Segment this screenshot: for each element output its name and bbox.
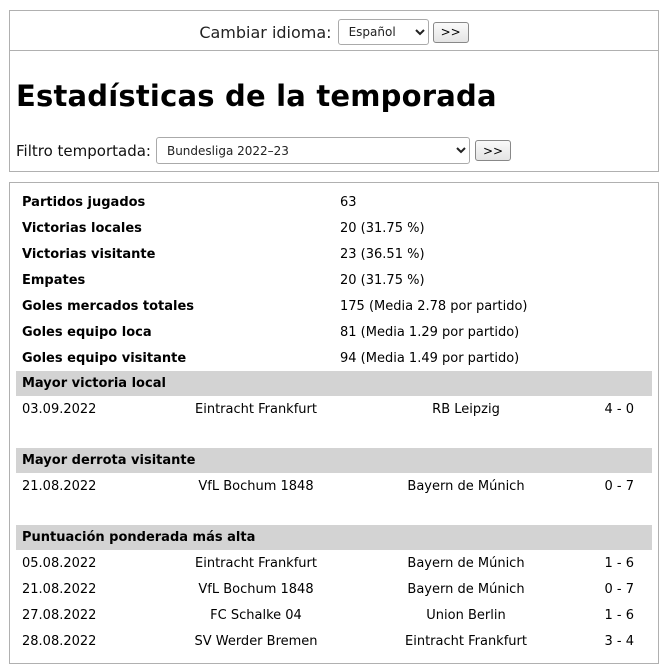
stat-label: Goles mercados totales <box>22 298 195 314</box>
language-label: Cambiar idioma: <box>199 22 332 42</box>
match-date: 21.08.2022 <box>22 581 97 597</box>
match-row <box>16 602 652 628</box>
match-table <box>16 371 652 654</box>
match-row <box>16 473 652 499</box>
match-score: 3 - 4 <box>604 633 634 649</box>
season-filter-label: Filtro temportada: <box>16 141 151 160</box>
match-date: 28.08.2022 <box>22 633 97 649</box>
section-title: Puntuación ponderada más alta <box>16 525 652 550</box>
section-title: Mayor derrota visitante <box>16 448 652 473</box>
match-away-team: RB Leipzig <box>432 401 500 417</box>
season-panel <box>9 50 659 172</box>
stat-value: 23 (36.51 %) <box>340 246 425 262</box>
stat-row <box>16 319 652 345</box>
stat-row <box>16 293 652 319</box>
season-select[interactable] <box>156 137 470 164</box>
stat-value: 63 <box>340 194 357 210</box>
match-home-team: VfL Bochum 1848 <box>198 478 314 494</box>
stat-label: Victorias locales <box>22 220 142 236</box>
season-submit-button[interactable]: >> <box>475 140 511 161</box>
section-title: Mayor victoria local <box>16 371 652 396</box>
match-date: 27.08.2022 <box>22 607 97 623</box>
page-title: Estadísticas de la temporada <box>16 79 497 113</box>
section-header <box>16 448 652 473</box>
match-home-team: FC Schalke 04 <box>210 607 302 623</box>
match-score: 4 - 0 <box>604 401 634 417</box>
section-header <box>16 371 652 396</box>
match-date: 03.09.2022 <box>22 401 97 417</box>
stat-value: 94 (Media 1.49 por partido) <box>340 350 520 366</box>
match-row <box>16 576 652 602</box>
stat-label: Empates <box>22 272 86 288</box>
stat-label: Victorias visitante <box>22 246 156 262</box>
stat-row <box>16 345 652 371</box>
spacer-row <box>16 422 652 448</box>
spacer-row <box>16 499 652 525</box>
language-panel <box>9 10 659 50</box>
section-header <box>16 525 652 550</box>
stat-row <box>16 215 652 241</box>
language-select[interactable] <box>338 19 429 45</box>
match-score: 0 - 7 <box>604 581 634 597</box>
match-row <box>16 550 652 576</box>
match-away-team: Bayern de Múnich <box>407 581 525 597</box>
stat-row <box>16 241 652 267</box>
spacer-cell <box>16 499 652 525</box>
match-row <box>16 396 652 422</box>
stat-label: Partidos jugados <box>22 194 146 210</box>
stat-value: 20 (31.75 %) <box>340 272 425 288</box>
stat-row <box>16 267 652 293</box>
match-score: 1 - 6 <box>604 555 634 571</box>
match-date: 05.08.2022 <box>22 555 97 571</box>
match-score: 1 - 6 <box>604 607 634 623</box>
match-away-team: Union Berlin <box>426 607 506 623</box>
match-home-team: Eintracht Frankfurt <box>195 401 317 417</box>
match-score: 0 - 7 <box>604 478 634 494</box>
stat-label: Goles equipo visitante <box>22 350 187 366</box>
language-row <box>10 19 658 45</box>
stat-value: 81 (Media 1.29 por partido) <box>340 324 520 340</box>
stats-table <box>16 189 652 371</box>
match-home-team: SV Werder Bremen <box>194 633 318 649</box>
match-home-team: Eintracht Frankfurt <box>195 555 317 571</box>
match-away-team: Bayern de Múnich <box>407 478 525 494</box>
match-away-team: Bayern de Múnich <box>407 555 525 571</box>
spacer-cell <box>16 422 652 448</box>
season-filter-row <box>16 137 511 164</box>
match-date: 21.08.2022 <box>22 478 97 494</box>
stat-value: 20 (31.75 %) <box>340 220 425 236</box>
match-away-team: Eintracht Frankfurt <box>405 633 527 649</box>
stat-value: 175 (Media 2.78 por partido) <box>340 298 528 314</box>
stat-label: Goles equipo loca <box>22 324 152 340</box>
stat-row <box>16 189 652 215</box>
stats-panel <box>9 182 659 664</box>
match-home-team: VfL Bochum 1848 <box>198 581 314 597</box>
match-row <box>16 628 652 654</box>
language-submit-button[interactable]: >> <box>433 22 469 43</box>
